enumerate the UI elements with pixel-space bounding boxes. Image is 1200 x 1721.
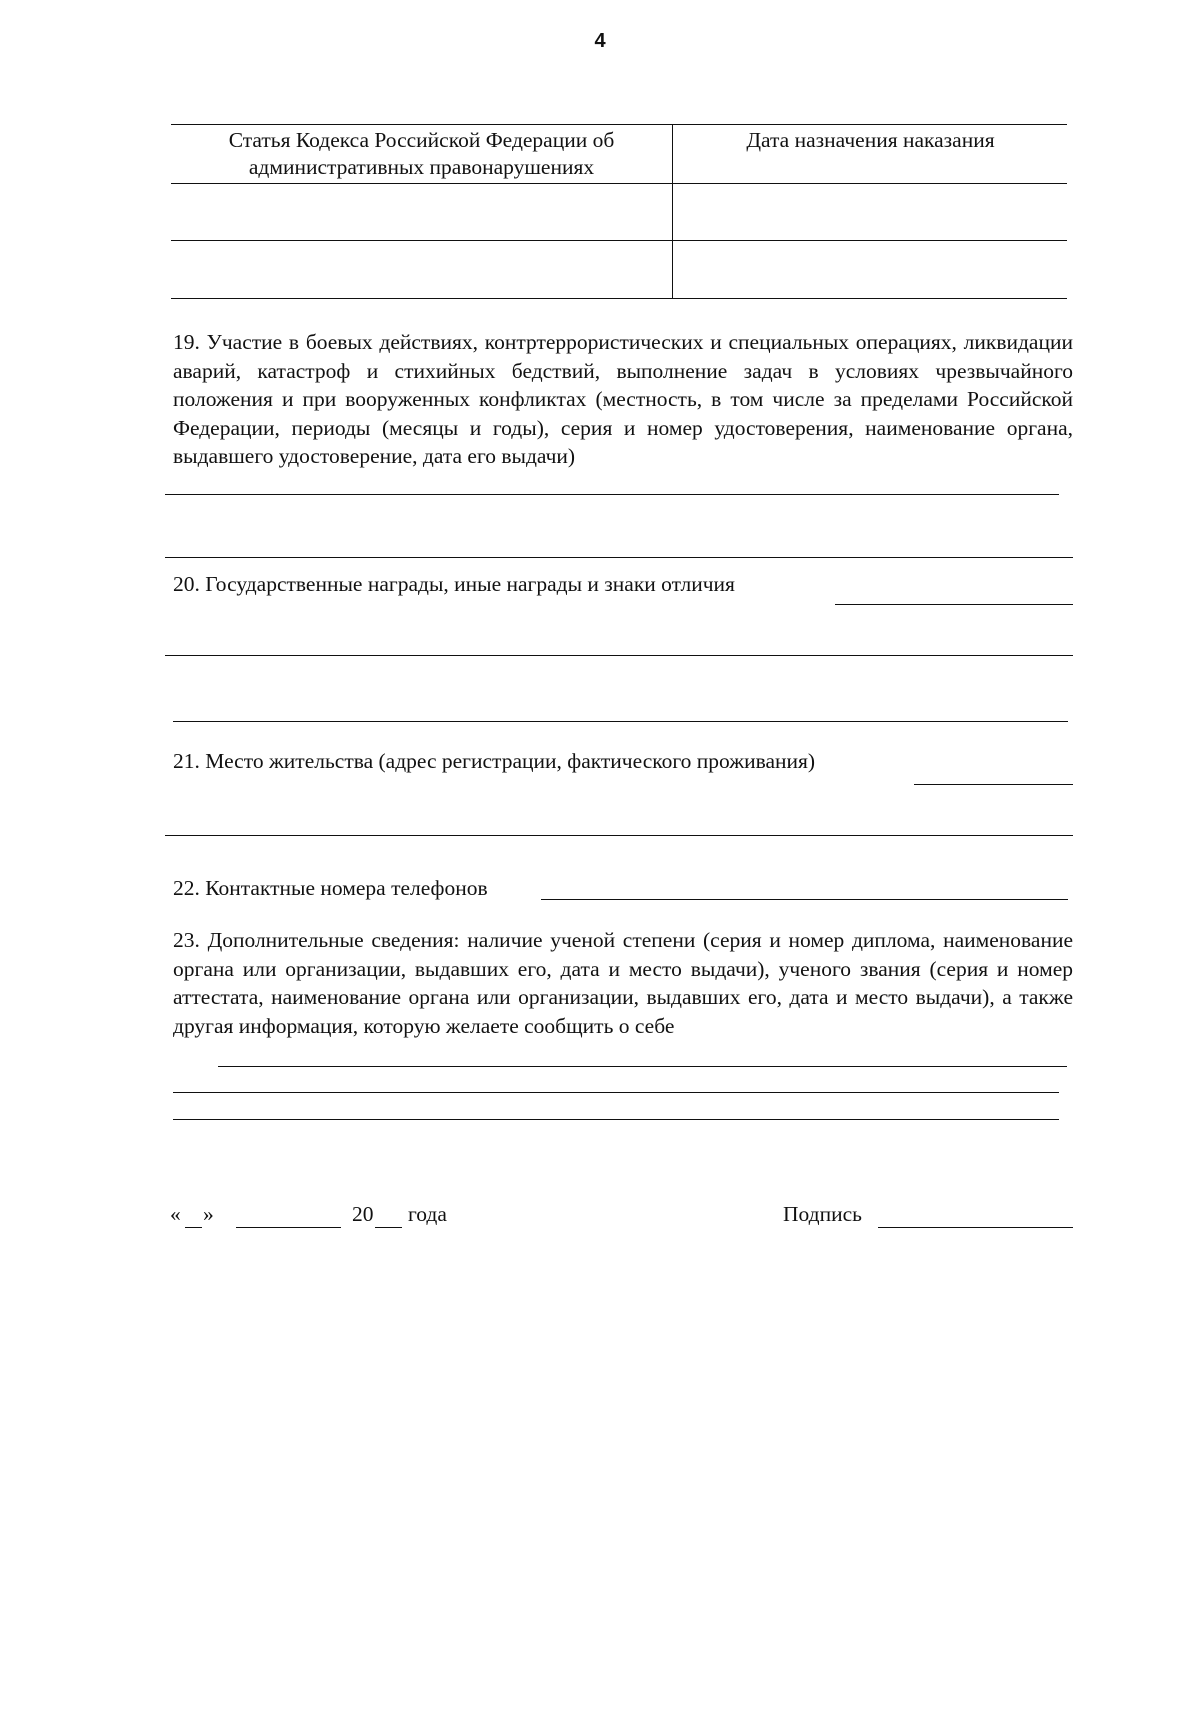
- year-input-line[interactable]: [375, 1227, 402, 1228]
- table-header-date: Дата назначения наказания: [746, 128, 995, 152]
- table-row-1-border[interactable]: [171, 240, 1067, 241]
- table-header-bottom-border: [171, 183, 1067, 184]
- signature-label: Подпись: [783, 1202, 862, 1226]
- item-20-label: 20. Государственные награды, иные награды и знаки отличия: [173, 572, 735, 596]
- date-close-quote: »: [203, 1202, 214, 1226]
- item-23-answer-line-1[interactable]: [173, 1092, 1059, 1093]
- phone-number-line[interactable]: [541, 899, 1068, 900]
- item-19-answer-line-1[interactable]: [165, 494, 1059, 495]
- item-19-answer-line-2[interactable]: [165, 557, 1073, 558]
- page-number: 4: [594, 30, 606, 52]
- item-20-answer-line-1[interactable]: [165, 655, 1073, 656]
- date-open-quote: «: [170, 1202, 181, 1226]
- item-20-answer-line-2[interactable]: [173, 721, 1068, 722]
- item-23-text: 23. Дополнительные сведения: наличие ученой степени (серия и номер диплома, наименование органа или организации, выдавших его, дата и место выдачи), ученого звания (серия и номер аттестата, наименование органа или организации, выдавших его, дата и место выдачи), а также другая информация, которую желаете сообщить о себе: [173, 928, 1073, 1038]
- item-21-label: 21. Место жительства (адрес регистрации, фактического проживания): [173, 749, 816, 773]
- table-top-border: [171, 124, 1067, 125]
- item-23-answer-inline[interactable]: [218, 1066, 1067, 1067]
- item-23-answer-line-2[interactable]: [173, 1119, 1059, 1120]
- item-21-answer-inline[interactable]: [914, 784, 1073, 785]
- table-header-article: Статья Кодекса Российской Федерации об административных правонарушениях: [228, 128, 615, 179]
- year-prefix: 20: [352, 1202, 374, 1226]
- item-20-answer-inline[interactable]: [835, 604, 1073, 605]
- table-row-2-border[interactable]: [171, 298, 1067, 299]
- year-suffix: года: [408, 1202, 447, 1226]
- item-21-answer-line-1[interactable]: [165, 835, 1073, 836]
- table-column-divider: [672, 124, 673, 298]
- signature-line[interactable]: [878, 1227, 1073, 1228]
- day-input-line[interactable]: [185, 1227, 202, 1228]
- month-input-line[interactable]: [236, 1227, 341, 1228]
- item-22-label: 22. Контактные номера телефонов: [173, 876, 488, 900]
- item-19-text: 19. Участие в боевых действиях, контртеррористических и специальных операциях, ликвидации аварий, катастроф и стихийных бедствий, выполнение задач в условиях чрезвычайного положения и при вооруженных конфликтах (местность, в том числе за пределами Российской Федерации, периоды (месяцы и годы), серия и номер удостоверения, наименование органа, выдавшего удостоверение, дата его выдачи): [173, 330, 1073, 468]
